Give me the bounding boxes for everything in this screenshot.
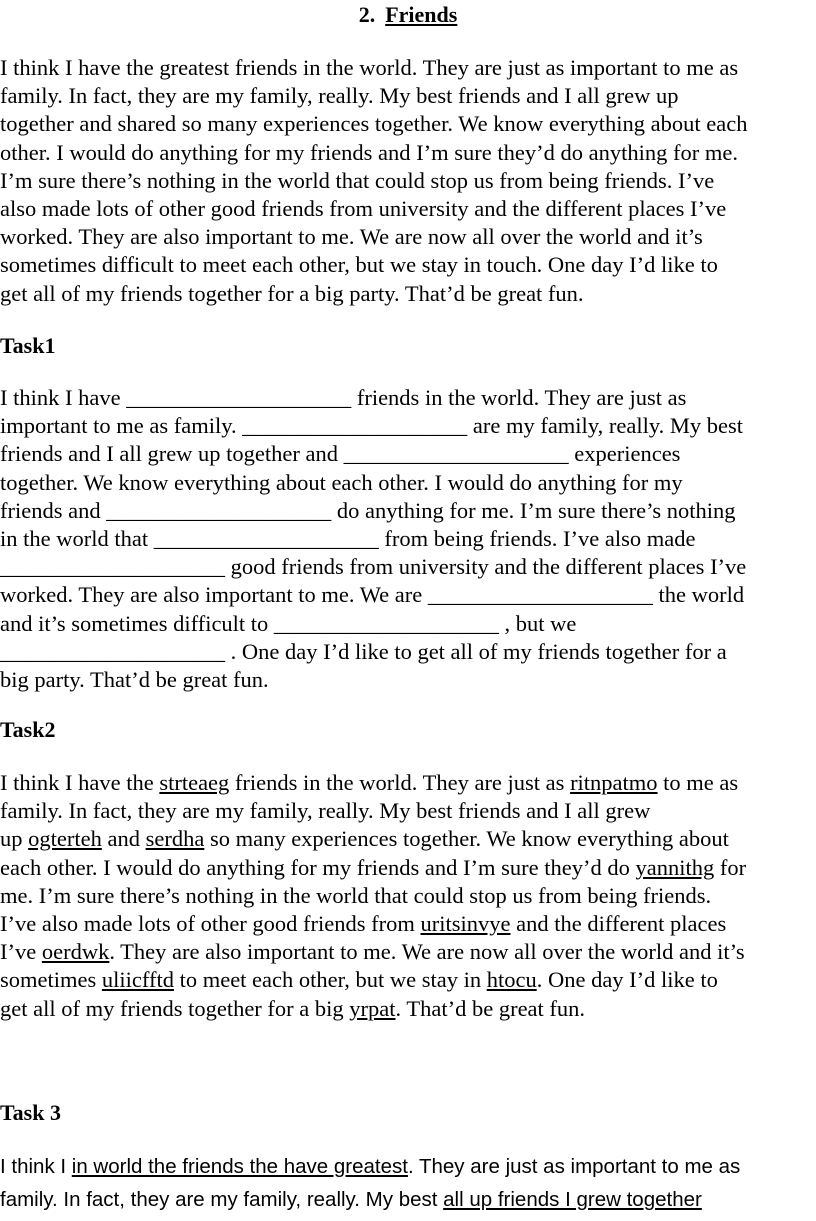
task1-line: worked. They are also important to me. We are ____________________ the world bbox=[0, 582, 745, 608]
page-title bbox=[0, 2, 816, 28]
task2-line: sometimes uliicfftd to meet each other, but we stay in htocu. One day I’d like to bbox=[0, 967, 718, 993]
story-line: other. I would do anything for my friends and I’m sure they’d do anything for me. bbox=[0, 139, 738, 165]
scrambled-word: yrpat bbox=[349, 995, 396, 1021]
task2-line: family. In fact, they are my family, really. My best friends and I all grew bbox=[0, 798, 651, 824]
task1-line: ____________________ good friends from university and the different places I’ve bbox=[0, 554, 747, 580]
scrambled-word: uritsinvye bbox=[420, 910, 511, 936]
scrambled-phrase: in world the friends the have greatest bbox=[71, 1155, 408, 1178]
scrambled-word: yannithg bbox=[635, 854, 715, 880]
task2-line: I’ve also made lots of other good friends from uritsinvye and the different places bbox=[0, 910, 727, 936]
scrambled-phrase: all up friends I grew together bbox=[443, 1188, 702, 1211]
task2-line: me. I’m sure there’s nothing in the world that could stop us from being friends. bbox=[0, 882, 712, 908]
title-word: Friends bbox=[385, 2, 458, 27]
task3-line: I think I in world the friends the have greatest. They are just as important to me as bbox=[0, 1155, 741, 1178]
scrambled-word: oerdwk bbox=[41, 939, 110, 965]
task2-paragraph bbox=[0, 769, 816, 1023]
story-line: worked. They are also important to me. We are now all over the world and it’s bbox=[0, 224, 703, 250]
task3-heading: Task 3 bbox=[0, 1100, 61, 1125]
story-line: I’m sure there’s nothing in the world that could stop us from being friends. I’ve bbox=[0, 167, 715, 193]
scrambled-word: strteaeg bbox=[159, 770, 230, 795]
task1-line: big party. That’d be great fun. bbox=[0, 666, 269, 692]
story-line: also made lots of other good friends from university and the different places I’ve bbox=[0, 195, 727, 221]
story-line: get all of my friends together for a big party. That’d be great fun. bbox=[0, 280, 584, 306]
task2-line: get all of my friends together for a big yrpat. That’d be great fun. bbox=[0, 995, 586, 1021]
task3-line: family. In fact, they are my family, really. My best all up friends I grew together bbox=[0, 1188, 702, 1211]
scrambled-word: ogterteh bbox=[28, 826, 102, 852]
task2-heading: Task2 bbox=[0, 717, 56, 742]
task1-line: friends and ____________________ do anything for me. I’m sure there’s nothing bbox=[0, 497, 736, 523]
story-line: sometimes difficult to meet each other, but we stay in touch. One day I’d like to bbox=[0, 252, 718, 278]
scrambled-word: uliicfftd bbox=[101, 967, 174, 993]
task1-line: important to me as family. ____________________ are my family, really. My best bbox=[0, 413, 743, 439]
scrambled-word: serdha bbox=[145, 826, 205, 852]
task2-line: each other. I would do anything for my friends and I’m sure they’d do yannithg for bbox=[0, 854, 747, 880]
task3-paragraph bbox=[0, 1150, 816, 1216]
task1-paragraph bbox=[0, 384, 816, 694]
task1-line: together. We know everything about each other. I would do anything for my bbox=[0, 469, 683, 495]
scrambled-word: htocu bbox=[486, 967, 537, 993]
task1-line: I think I have ____________________ friends in the world. They are just as bbox=[0, 385, 687, 410]
story-paragraph bbox=[0, 54, 816, 308]
task1-heading: Task1 bbox=[0, 333, 56, 358]
task1-line: ____________________ . One day I’d like to get all of my friends together for a bbox=[0, 638, 727, 664]
task1-line: friends and I all grew up together and ____________________ experiences bbox=[0, 441, 681, 467]
task2-line: I think I have the strteaeg friends in the world. They are just as ritnpatmo to me as bbox=[0, 770, 739, 795]
story-line: I think I have the greatest friends in the world. They are just as important to me as bbox=[0, 55, 739, 80]
story-line: together and shared so many experiences together. We know everything about each bbox=[0, 111, 748, 137]
story-line: family. In fact, they are my family, really. My best friends and I all grew up bbox=[0, 83, 679, 109]
task1-line: and it’s sometimes difficult to ____________________ , but we bbox=[0, 610, 577, 636]
task2-line: up ogterteh and serdha so many experiences together. We know everything about bbox=[0, 826, 729, 852]
title-number: 2. bbox=[358, 2, 376, 27]
scrambled-word: ritnpatmo bbox=[570, 770, 658, 795]
task1-line: in the world that ____________________ from being friends. I’ve also made bbox=[0, 525, 696, 551]
task2-line: I’ve oerdwk. They are also important to me. We are now all over the world and it’s bbox=[0, 939, 745, 965]
